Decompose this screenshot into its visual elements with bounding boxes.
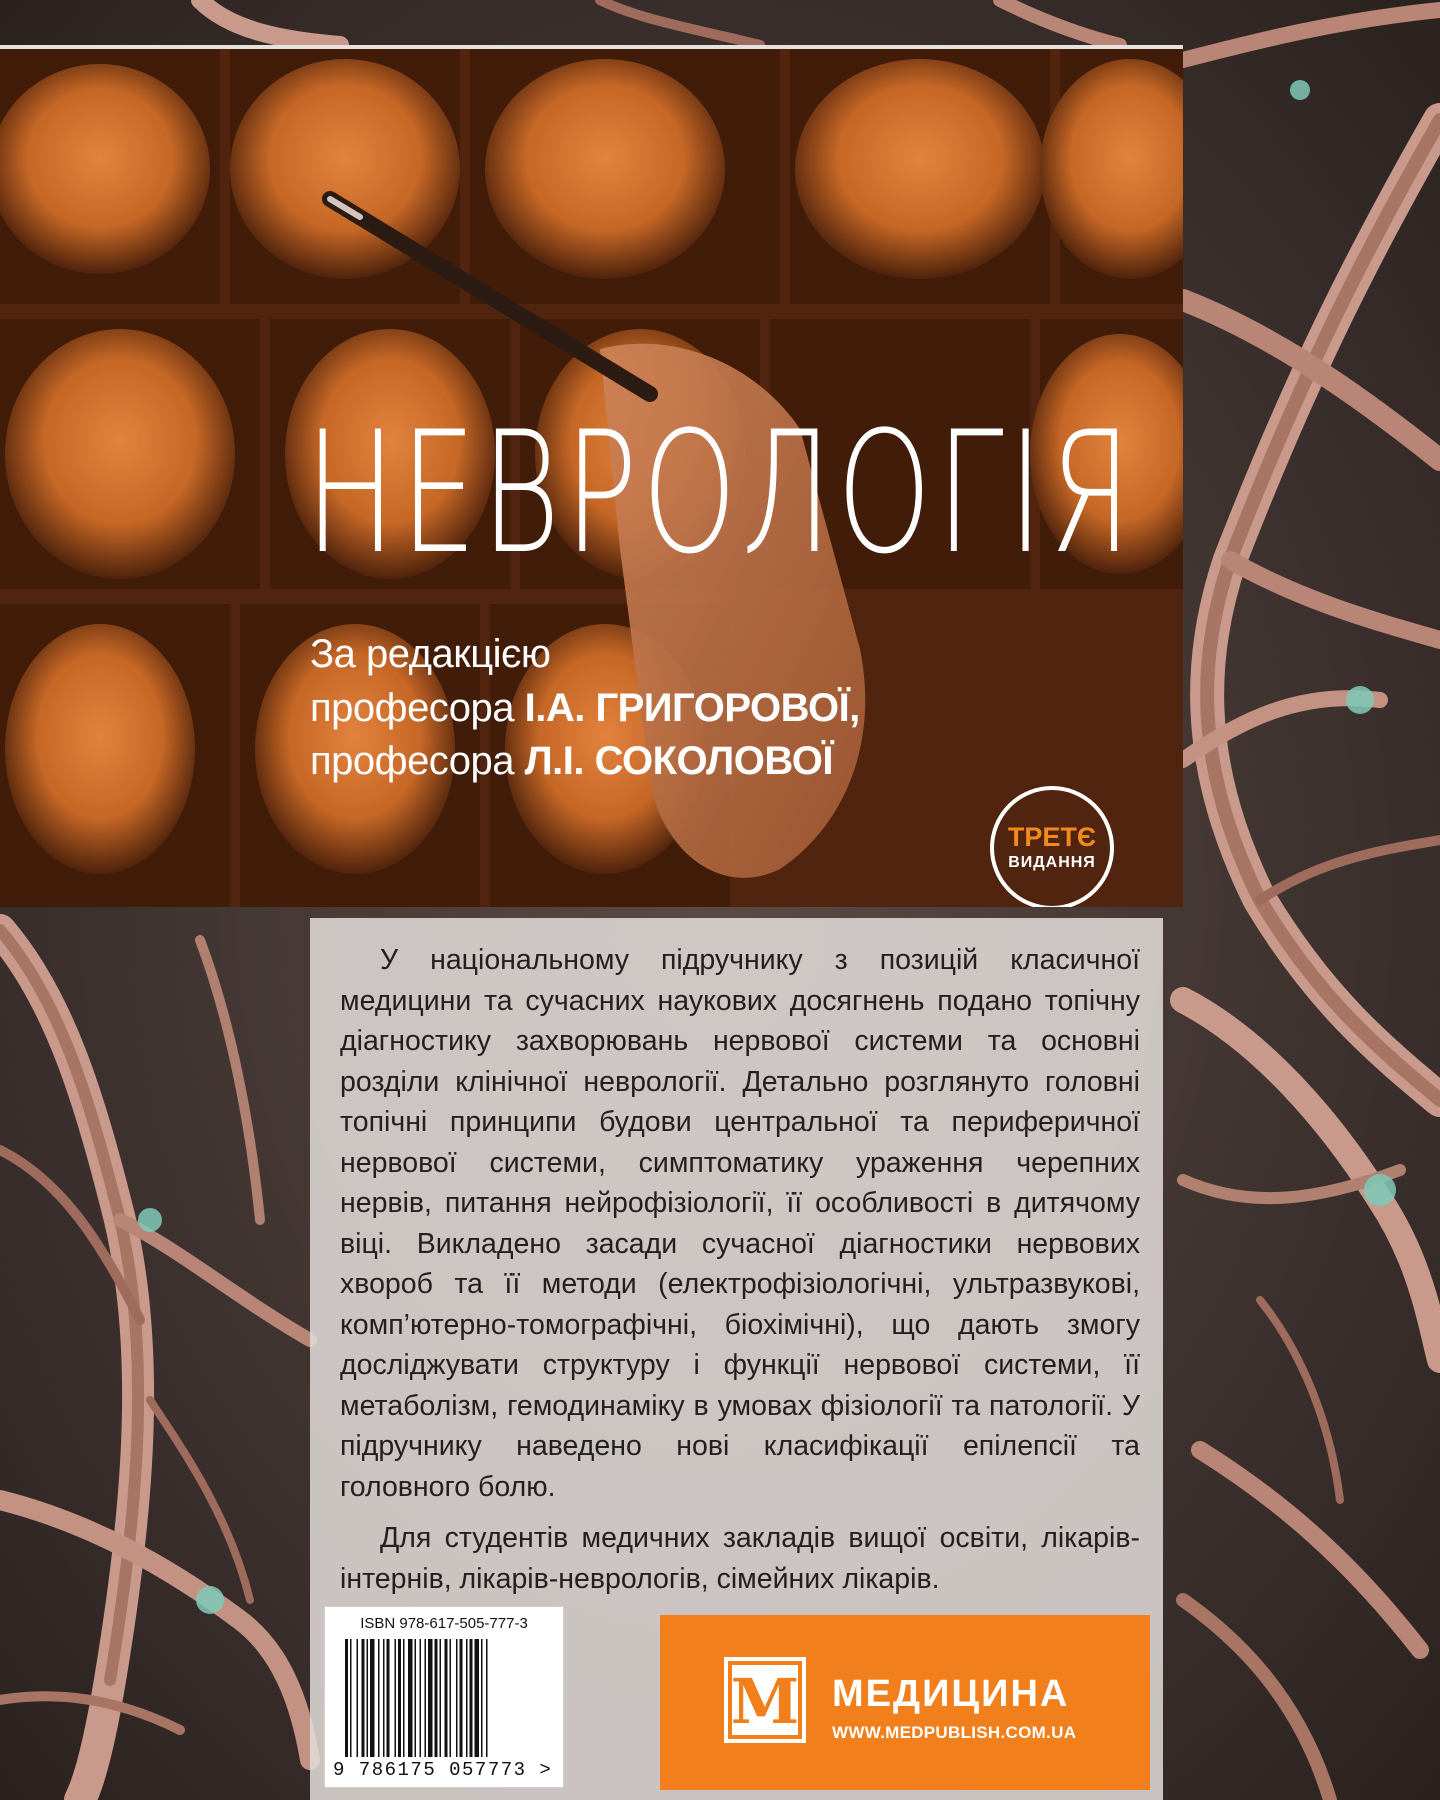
isbn-number: ISBN 978-617-505-777-3 [360,1615,528,1632]
publisher-logo-letter: M [730,1665,800,1738]
editor-line-1 [310,686,860,731]
barcode-digits: 9 786175 057773 > [333,1759,553,1781]
isbn-barcode [324,1606,564,1788]
edition-number: ТРЕТЄ [1007,822,1097,852]
publisher-block [660,1615,1150,1790]
publisher-name: МЕДИЦИНА [832,1673,1070,1715]
book-title: НЕВРОЛОГІЯ [305,395,1137,591]
publisher-url[interactable]: WWW.MEDPUBLISH.COM.UA [832,1723,1077,1742]
editor2-name: Л.І. СОКОЛОВОЇ [524,739,833,783]
edition-badge [990,786,1114,907]
editor-line-2 [310,739,833,784]
mri-cover-panel [0,45,1183,907]
publisher-logo-icon [722,1655,808,1745]
description-audience: Для студентів медичних закладів вищої освіти, лікарів-інтернів, лікарів-неврологів, сімейних лікарів. [340,1522,1140,1595]
barcode-bars [345,1639,545,1757]
editor2-prefix: професора [310,739,525,783]
editor1-prefix: професора [310,686,525,730]
editor-intro: За редакцією [310,632,551,676]
description-main: У національному підручнику з позицій класичної медицини та сучасних наукових досягнень подано топічну діагностику захворювань нервової системи та основні розділи клінічної неврології. Детально розглянуто головні топічні принципи будови центральної та периферичної нервової системи, симптоматику ураження черепних нервів, питання нейрофізіології, її особливості в дитячому віці. Викладено засади сучасної діагностики нервових хвороб та її методи (електрофізіологічні, ультразвукові, комп’ютерно-томографічні, біохімічні), що дають змогу досліджувати структуру і функції нервової системи, її метаболізм, гемодинаміку в умовах фізіології та патології. У підручнику наведено нові класифікації епілепсії та головного болю. [340,944,1140,1503]
edition-label: ВИДАННЯ [1008,854,1096,871]
editor1-name: І.А. ГРИГОРОВОЇ, [524,686,860,730]
